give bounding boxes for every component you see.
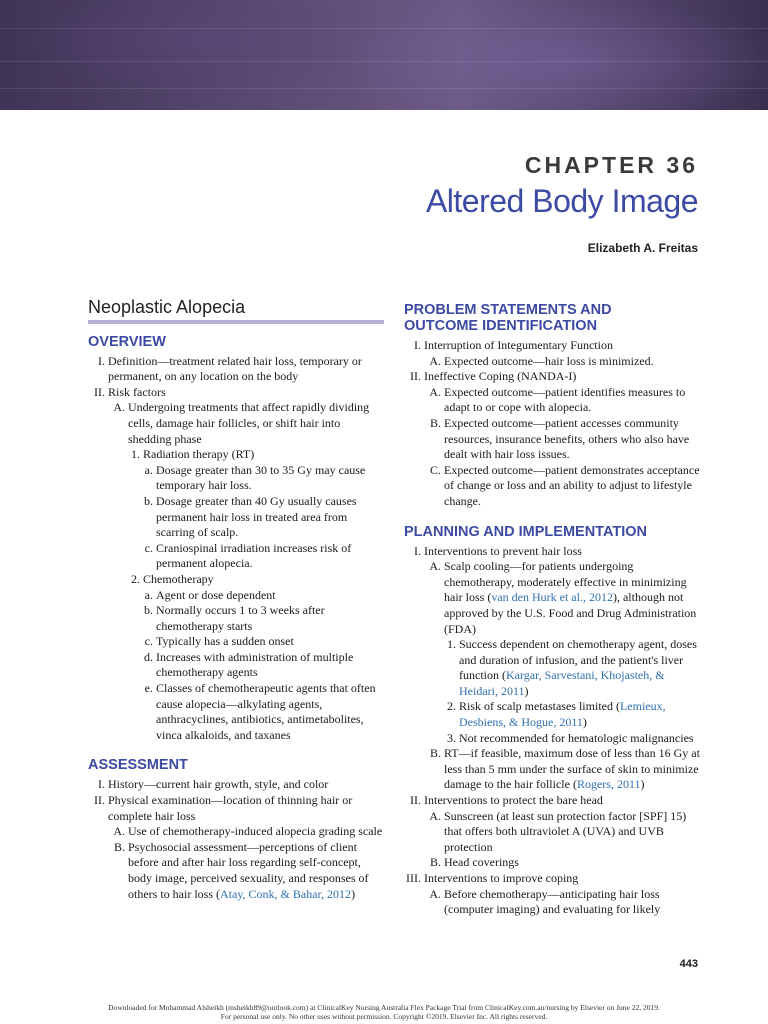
outline-item: [88, 572, 384, 588]
outline-text-body: Expected outcome—patient demonstrates acceptance of change or loss and an ability to adjust to lifestyle change.: [444, 462, 700, 508]
outline-text: [444, 887, 700, 918]
chapter-title: Altered Body Image: [425, 183, 698, 219]
outline-text-body: Interventions to protect the bare head: [424, 793, 603, 808]
outline-marker: B.: [429, 746, 441, 761]
outline-item: [88, 824, 384, 840]
outline-text: [128, 824, 384, 840]
outline-text-body: RT—if feasible, maximum dose of less than 16 Gy at less than 5 mm under the surface of skin to minimize damage to the hair follicle (: [444, 746, 700, 792]
outline-text: [424, 793, 700, 809]
outline-item: [88, 634, 384, 650]
outline-marker: c.: [144, 634, 153, 649]
outline-text: [156, 541, 384, 572]
outline-text-body: Sunscreen (at least sun protection factor [SPF] 15) that offers both ultraviolet A (UVA) and UVB protection: [444, 808, 687, 854]
outline-item: [88, 385, 384, 401]
left-column: [88, 297, 384, 902]
outline-item: [88, 463, 384, 494]
outline-marker: II.: [410, 369, 421, 384]
outline-text: [444, 746, 700, 793]
problem-heading-line-1: PROBLEM STATEMENTS AND: [404, 302, 612, 318]
outline-text-tail: ): [351, 886, 356, 901]
outline-item: [404, 871, 700, 887]
outline-item: [88, 681, 384, 743]
outline-marker: II.: [94, 793, 105, 808]
overview-heading: OVERVIEW: [88, 333, 166, 350]
outline-marker: A.: [429, 808, 441, 823]
outline-marker: e.: [144, 681, 153, 696]
outline-text-tail: ): [582, 715, 587, 730]
outline-item: [88, 588, 384, 604]
author-name: Elizabeth A. Freitas: [587, 241, 698, 255]
outline-marker: II.: [410, 793, 421, 808]
outline-text: [156, 634, 384, 650]
outline-marker: B.: [429, 415, 441, 430]
citation-link[interactable]: Kargar, Sarvestani, Khojasteh, & Heidari, 2011: [459, 668, 665, 698]
outline-text: [156, 603, 384, 634]
outline-text: [459, 699, 700, 730]
outline-item: [404, 809, 700, 856]
problems-list: [404, 338, 700, 510]
outline-text-body: Risk factors: [108, 384, 166, 399]
outline-marker: c.: [144, 540, 153, 555]
outline-text-body: Chemotherapy: [143, 571, 214, 586]
outline-text: [444, 354, 700, 370]
outline-text: [108, 385, 384, 401]
outline-text-body: Craniospinal irradiation increases risk of permanent alopecia.: [156, 540, 352, 571]
outline-text: [143, 572, 384, 588]
outline-marker: 1.: [447, 637, 456, 652]
overview-list: [88, 354, 384, 744]
outline-text-body: Dosage greater than 40 Gy usually causes permanent hair loss in treated area from scarring of scalp.: [156, 493, 357, 540]
outline-item: [404, 416, 700, 463]
assessment-list: [88, 777, 384, 902]
outline-text-body: History—current hair growth, style, and color: [108, 777, 329, 792]
outline-marker: b.: [144, 603, 153, 618]
outline-marker: 2.: [447, 699, 456, 714]
outline-marker: I.: [414, 543, 421, 558]
download-footer: [0, 1003, 768, 1021]
outline-text-body: Expected outcome—hair loss is minimized.: [444, 353, 654, 368]
outline-text: [444, 463, 700, 510]
outline-marker: 1.: [131, 447, 140, 462]
outline-text: [156, 588, 384, 604]
outline-text: [444, 416, 700, 463]
outline-marker: A.: [113, 824, 125, 839]
outline-marker: I.: [98, 777, 105, 792]
outline-text: [156, 650, 384, 681]
outline-marker: a.: [144, 587, 153, 602]
outline-text: [156, 494, 384, 541]
outline-text-body: Normally occurs 1 to 3 weeks after chemotherapy starts: [156, 603, 325, 633]
outline-text-body: Expected outcome—patient identifies measures to adapt to or cope with alopecia.: [444, 384, 686, 415]
outline-item: [404, 699, 700, 730]
outline-text-body: Interventions to prevent hair loss: [424, 543, 582, 558]
outline-text: [128, 840, 384, 902]
outline-text: [444, 385, 700, 416]
outline-text: [108, 354, 384, 385]
outline-text-body: Expected outcome—patient accesses community resources, insurance benefits, others who also have dealt with hair loss issues.: [444, 415, 690, 462]
outline-text-body: Agent or dose dependent: [156, 587, 276, 602]
footer-line-2: For personal use only. No other uses without permission. Copyright ©2019. Elsevier Inc. All rights reserved.: [220, 1012, 548, 1021]
outline-marker: I.: [414, 338, 421, 352]
outline-text-body: Increases with administration of multiple chemotherapy agents: [156, 649, 354, 680]
outline-item: [404, 855, 700, 871]
outline-text: [444, 559, 700, 637]
outline-item: [88, 447, 384, 463]
planning-list: [404, 544, 700, 918]
outline-item: [88, 840, 384, 902]
outline-marker: A.: [429, 353, 441, 368]
outline-item: [404, 354, 700, 370]
outline-text-body: Undergoing treatments that affect rapidly dividing cells, damage hair follicles, or shift hair into shedding phase: [128, 400, 370, 446]
outline-text: [424, 338, 700, 354]
outline-item: [404, 369, 700, 385]
outline-item: [404, 385, 700, 416]
outline-text: [156, 681, 384, 743]
chapter-label: CHAPTER 36: [524, 152, 698, 178]
outline-text-tail: ), although not approved by the U.S. Food and Drug Administration (FDA): [444, 590, 697, 636]
outline-item: [88, 354, 384, 385]
outline-item: [404, 793, 700, 809]
outline-marker: A.: [429, 559, 441, 574]
outline-marker: a.: [144, 462, 153, 477]
outline-item: [88, 793, 384, 824]
citation-link[interactable]: van den Hurk et al., 2012: [491, 590, 613, 605]
citation-link[interactable]: Lemieux, Desbiens, & Hogue, 2011: [459, 699, 666, 730]
problem-heading-line-2: OUTCOME IDENTIFICATION: [404, 318, 598, 334]
outline-item: [88, 494, 384, 541]
outline-text-body: Classes of chemotherapeutic agents that often cause alopecia—alkylating agents, anthracyclines, antibiotics, antimetabolites, vinca alkaloids, and taxanes: [156, 681, 376, 742]
outline-item: [404, 746, 700, 793]
outline-item: [404, 731, 700, 747]
footer-line-1: Downloaded for Mohammad Alsheikh (msheikh89@outlook.com) at ClinicalKey Nursing Australia Flex Package Trial from ClinicalKey.com.au/nursing by Elsevier on June 22, 2019.: [108, 1003, 660, 1012]
outline-text: [424, 544, 700, 560]
outline-text: [156, 463, 384, 494]
outline-marker: A.: [429, 384, 441, 399]
outline-marker: b.: [144, 493, 153, 508]
planning-heading: PLANNING AND IMPLEMENTATION: [404, 523, 647, 540]
outline-text-tail: ): [640, 777, 645, 792]
outline-text-body: Ineffective Coping (NANDA-I): [424, 369, 577, 384]
right-column: [404, 300, 700, 918]
problem-heading: [404, 302, 700, 334]
outline-text-body: Interruption of Integumentary Function: [424, 338, 613, 352]
outline-marker: III.: [406, 871, 421, 885]
section-title: Neoplastic Alopecia: [88, 300, 384, 324]
outline-marker: d.: [144, 649, 153, 664]
outline-text: [459, 637, 700, 699]
header-banner: [0, 0, 768, 110]
outline-item: [404, 887, 700, 918]
outline-marker: B.: [429, 855, 441, 870]
outline-marker: 2.: [131, 571, 140, 586]
outline-text: [459, 731, 700, 747]
outline-text-body: Risk of scalp metastases limited (: [459, 699, 620, 714]
outline-text: [108, 793, 384, 824]
outline-text-body: Definition—treatment related hair loss, temporary or permanent, on any location on the body: [108, 353, 362, 384]
outline-text-body: Not recommended for hematologic malignancies: [459, 730, 694, 745]
outline-item: [404, 559, 700, 637]
outline-text-tail: ): [524, 683, 529, 698]
outline-text: [108, 777, 384, 793]
outline-text-body: Radiation therapy (RT): [143, 447, 255, 462]
outline-text: [143, 447, 384, 463]
outline-item: [88, 650, 384, 681]
outline-marker: C.: [429, 462, 441, 477]
outline-text: [128, 400, 384, 447]
outline-item: [404, 338, 700, 354]
outline-text: [444, 809, 700, 856]
outline-marker: A.: [429, 886, 441, 901]
outline-text: [424, 871, 700, 887]
outline-text-body: Typically has a sudden onset: [156, 634, 294, 649]
outline-item: [404, 637, 700, 699]
outline-text-body: Psychosocial assessment—perceptions of client before and after hair loss regarding self-concept, body image, perceived sexuality, and responses of others to hair loss (: [128, 839, 369, 901]
outline-text: [444, 855, 700, 871]
outline-marker: I.: [98, 353, 105, 368]
page-number: 443: [679, 958, 698, 970]
citation-link[interactable]: Rogers, 2011: [576, 777, 641, 792]
outline-text-body: Physical examination—location of thinning hair or complete hair loss: [108, 793, 353, 823]
outline-marker: II.: [94, 384, 105, 399]
outline-item: [88, 400, 384, 447]
outline-text-body: Interventions to improve coping: [424, 871, 579, 885]
outline-text-body: Scalp cooling—for patients undergoing chemotherapy, moderately effective in minimizing hair loss (: [444, 559, 687, 605]
outline-text-body: Use of chemotherapy-induced alopecia grading scale: [128, 824, 383, 839]
outline-marker: 3.: [447, 730, 456, 745]
citation-link[interactable]: Atay, Conk, & Bahar, 2012: [220, 886, 352, 901]
outline-text-body: Head coverings: [444, 855, 519, 870]
assessment-heading: ASSESSMENT: [88, 757, 188, 774]
outline-item: [404, 463, 700, 510]
outline-item: [88, 603, 384, 634]
outline-item: [88, 777, 384, 793]
outline-text-body: Dosage greater than 30 to 35 Gy may cause temporary hair loss.: [156, 462, 366, 493]
outline-marker: B.: [113, 839, 125, 854]
outline-text-body: Success dependent on chemotherapy agent, doses and duration of infusion, and the patient's liver function (: [459, 637, 697, 683]
outline-text: [424, 369, 700, 385]
outline-marker: A.: [113, 400, 125, 415]
outline-item: [404, 544, 700, 560]
outline-text-body: Before chemotherapy—anticipating hair loss (computer imaging) and evaluating for likely: [444, 886, 661, 917]
outline-item: [88, 541, 384, 572]
